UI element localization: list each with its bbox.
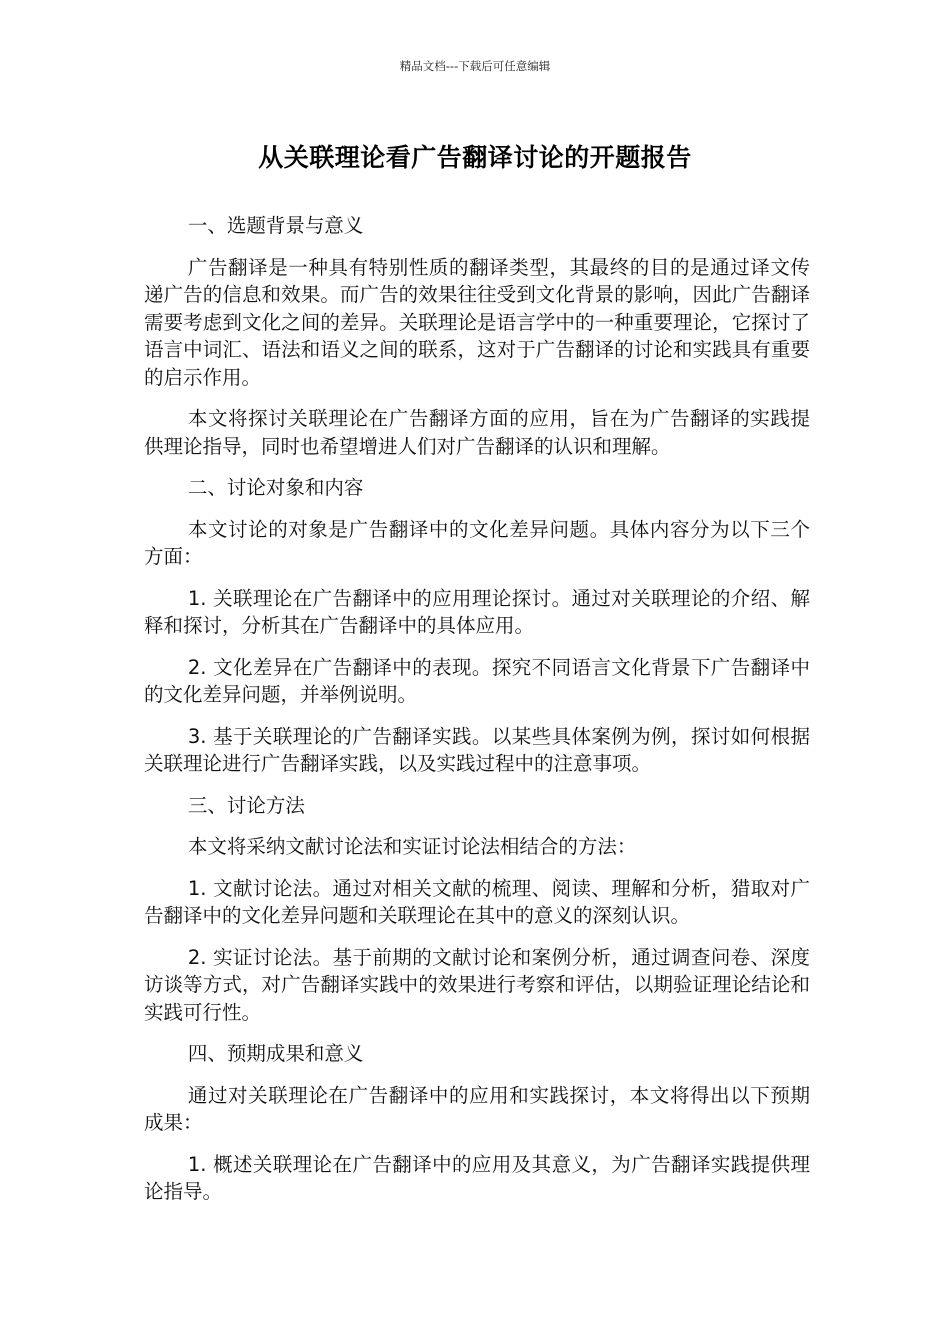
list-item-method-1: 1. 文献讨论法。通过对相关文献的梳理、阅读、理解和分析，猎取对广告翻译中的文化差异问题和关联理论在其中的意义的深刻认识。 — [144, 876, 810, 927]
paragraph-content-intro: 本文讨论的对象是广告翻译中的文化差异问题。具体内容分为以下三个方面： — [144, 517, 810, 568]
paragraph-background: 广告翻译是一种具有特别性质的翻译类型，其最终的目的是通过译文传递广告的信息和效果。而广告的效果往往受到文化背景的影响，因此广告翻译需要考虑到文化之间的差异。关联理论是语言学中的一种重要理论，它探讨了语言中词汇、语法和语义之间的联系，这对于广告翻译的讨论和实践具有重要的启示作用。 — [144, 255, 810, 389]
list-item-content-2: 2. 文化差异在广告翻译中的表现。探究不同语言文化背景下广告翻译中的文化差异问题，并举例说明。 — [144, 655, 810, 706]
paragraph-purpose: 本文将探讨关联理论在广告翻译方面的应用，旨在为广告翻译的实践提供理论指导，同时也希望增进人们对广告翻译的认识和理解。 — [144, 407, 810, 458]
section-heading-method: 三、讨论方法 — [187, 793, 305, 817]
list-item-content-3: 3. 基于关联理论的广告翻译实践。以某些具体案例为例，探讨如何根据关联理论进行广告翻译实践，以及实践过程中的注意事项。 — [144, 724, 810, 775]
paragraph-method-intro: 本文将采纳文献讨论法和实证讨论法相结合的方法： — [187, 835, 637, 858]
section-heading-content: 二、讨论对象和内容 — [187, 476, 364, 499]
header-note: 精品文档---下载后可任意编辑 — [399, 59, 551, 73]
document-body — [144, 212, 810, 1220]
document-title: 从关联理论看广告翻译讨论的开题报告 — [258, 143, 692, 172]
paragraph-outcomes-intro: 通过对关联理论在广告翻译中的应用和实践探讨，本文将得出以下预期成果： — [144, 1083, 810, 1134]
list-item-content-1: 1. 关联理论在广告翻译中的应用理论探讨。通过对关联理论的介绍、解释和探讨，分析其在广告翻译中的具体应用。 — [144, 586, 810, 637]
list-item-outcome-1: 1. 概述关联理论在广告翻译中的应用及其意义，为广告翻译实践提供理论指导。 — [144, 1152, 810, 1203]
section-heading-outcomes: 四、预期成果和意义 — [187, 1042, 364, 1065]
list-item-method-2: 2. 实证讨论法。基于前期的文献讨论和案例分析，通过调查问卷、深度访谈等方式，对广告翻译实践中的效果进行考察和评估，以期验证理论结论和实践可行性。 — [144, 945, 810, 1024]
section-heading-background: 一、选题背景与意义 — [187, 214, 364, 237]
